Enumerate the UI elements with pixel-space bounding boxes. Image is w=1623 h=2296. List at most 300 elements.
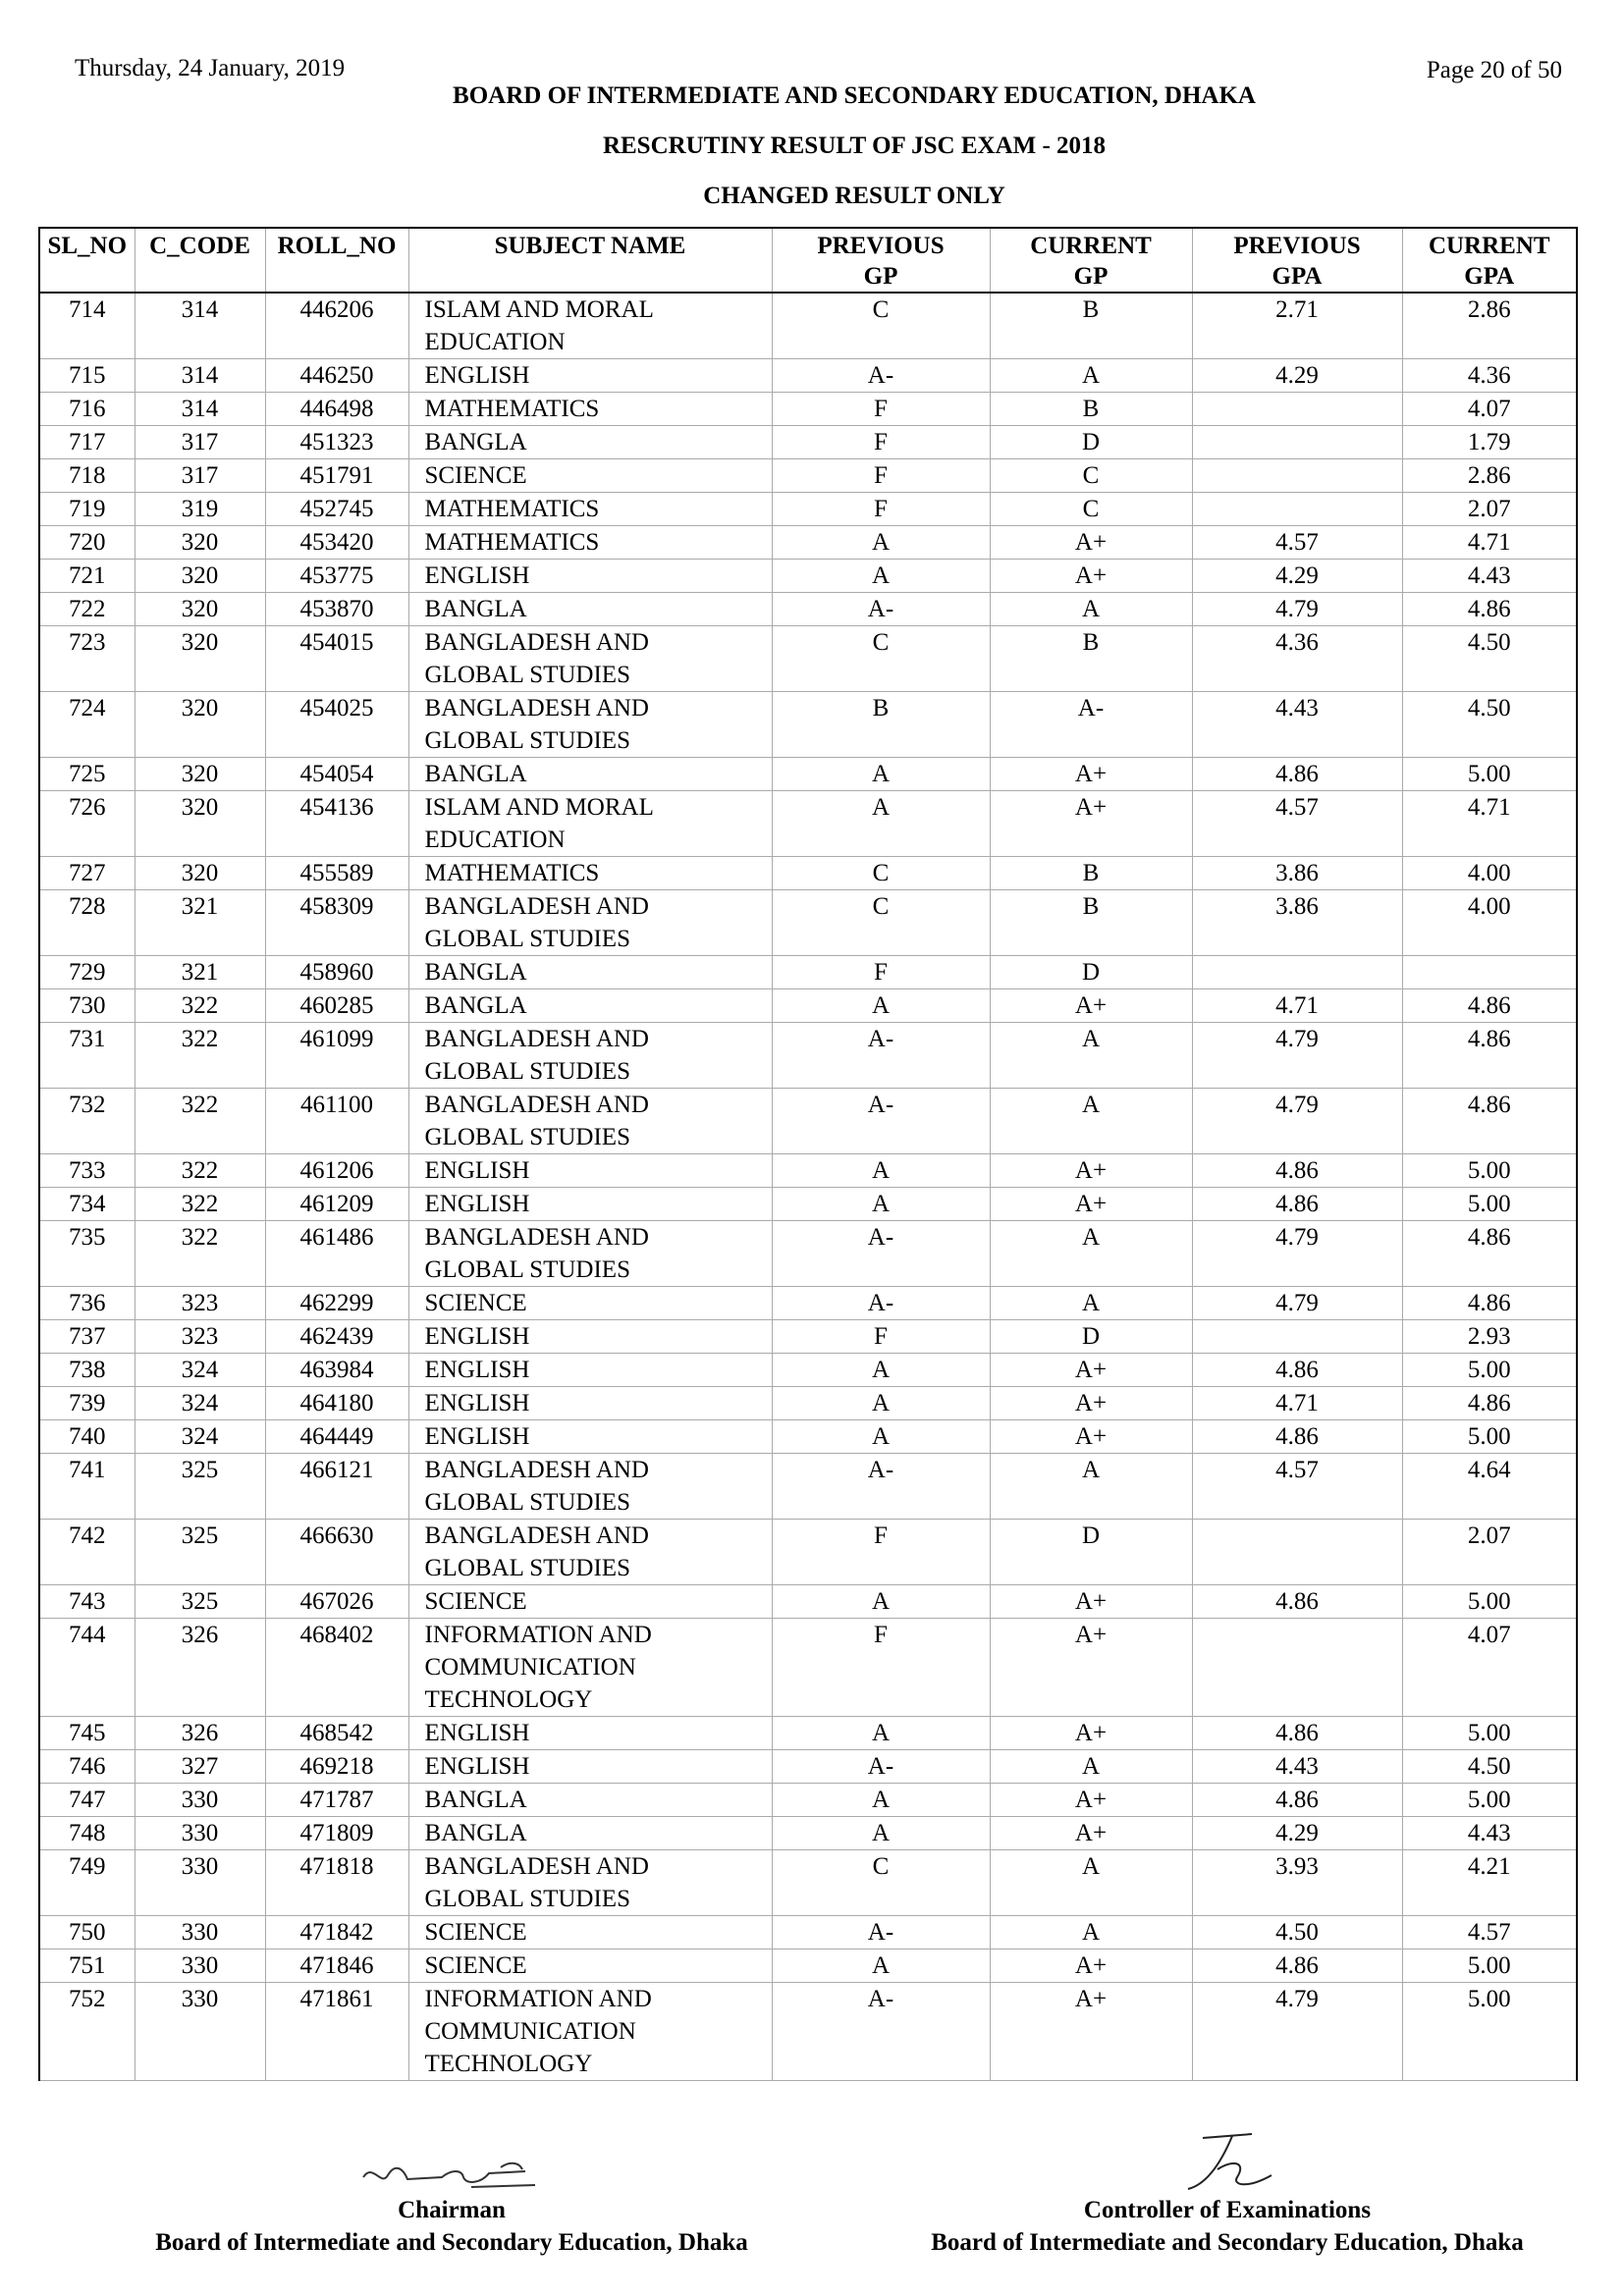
previous-gpa-cell <box>1192 426 1402 459</box>
subject-line: ENGLISH <box>424 562 530 589</box>
previous-gpa-cell: 4.71 <box>1192 989 1402 1023</box>
subject-cell <box>408 1154 772 1188</box>
previous-gp-cell: A- <box>772 1916 990 1949</box>
subject-line: GLOBAL STUDIES <box>424 1886 630 1912</box>
roll-no-cell: 454054 <box>265 758 408 791</box>
table-row <box>39 1188 1577 1221</box>
c-code-cell: 314 <box>135 359 265 393</box>
c-code-cell: 320 <box>135 560 265 593</box>
subject-line: BANGLADESH AND <box>424 1026 649 1052</box>
current-gpa-cell: 4.50 <box>1402 626 1577 692</box>
subject-cell <box>408 1023 772 1089</box>
sl-no-cell: 729 <box>39 956 135 989</box>
roll-no-cell: 464180 <box>265 1387 408 1420</box>
table-row <box>39 1023 1577 1089</box>
subject-line: MATHEMATICS <box>424 529 600 556</box>
current-gp-cell: B <box>990 890 1192 956</box>
print-date: Thursday, 24 January, 2019 <box>75 55 346 81</box>
roll-no-cell: 453870 <box>265 593 408 626</box>
current-gpa-cell: 4.57 <box>1402 1916 1577 1949</box>
sl-no-cell: 723 <box>39 626 135 692</box>
controller-org: Board of Intermediate and Secondary Education, Dhaka <box>931 2229 1524 2256</box>
page-number: Page 20 of 50 <box>1426 57 1562 83</box>
table-row <box>39 1750 1577 1784</box>
c-code-cell: 314 <box>135 393 265 426</box>
sl-no-cell: 728 <box>39 890 135 956</box>
current-gpa-cell: 4.21 <box>1402 1850 1577 1916</box>
previous-gpa-cell: 2.71 <box>1192 293 1402 359</box>
subject-line: BANGLADESH AND <box>424 1224 649 1251</box>
previous-gpa-cell: 4.86 <box>1192 1354 1402 1387</box>
current-gp-cell: A+ <box>990 1619 1192 1717</box>
table-row <box>39 393 1577 426</box>
subject-cell <box>408 1089 772 1154</box>
subject-cell <box>408 560 772 593</box>
subject-cell <box>408 1983 772 2081</box>
current-gpa-cell: 2.07 <box>1402 493 1577 526</box>
previous-gpa-cell: 4.86 <box>1192 1717 1402 1750</box>
current-gp-cell: A+ <box>990 1717 1192 1750</box>
column-header-line1: C_CODE <box>149 233 250 259</box>
subject-cell <box>408 791 772 857</box>
subject-cell <box>408 890 772 956</box>
previous-gpa-cell: 3.93 <box>1192 1850 1402 1916</box>
roll-no-cell: 454015 <box>265 626 408 692</box>
sl-no-cell: 719 <box>39 493 135 526</box>
roll-no-cell: 471818 <box>265 1850 408 1916</box>
current-gp-cell: A <box>990 1221 1192 1287</box>
sl-no-cell: 716 <box>39 393 135 426</box>
previous-gp-cell: A <box>772 560 990 593</box>
table-row <box>39 1320 1577 1354</box>
c-code-cell: 320 <box>135 692 265 758</box>
sl-no-cell: 750 <box>39 1916 135 1949</box>
subject-line: GLOBAL STUDIES <box>424 1489 630 1516</box>
roll-no-cell: 469218 <box>265 1750 408 1784</box>
current-gpa-cell: 5.00 <box>1402 758 1577 791</box>
column-header-line2: GPA <box>1464 263 1515 290</box>
sl-no-cell: 715 <box>39 359 135 393</box>
subject-cell <box>408 1420 772 1454</box>
c-code-cell: 322 <box>135 1154 265 1188</box>
table-row <box>39 1387 1577 1420</box>
current-gpa-cell: 4.86 <box>1402 593 1577 626</box>
roll-no-cell: 471842 <box>265 1916 408 1949</box>
subject-cell <box>408 493 772 526</box>
previous-gpa-cell: 4.86 <box>1192 1420 1402 1454</box>
c-code-cell: 317 <box>135 459 265 493</box>
subject-cell <box>408 526 772 560</box>
table-row <box>39 1354 1577 1387</box>
c-code-cell: 322 <box>135 1188 265 1221</box>
subject-line: GLOBAL STUDIES <box>424 1256 630 1283</box>
previous-gpa-cell: 3.86 <box>1192 890 1402 956</box>
c-code-cell: 330 <box>135 1949 265 1983</box>
subject-line: SCIENCE <box>424 462 527 489</box>
current-gpa-cell: 4.86 <box>1402 989 1577 1023</box>
sl-no-cell: 721 <box>39 560 135 593</box>
c-code-cell: 320 <box>135 626 265 692</box>
column-header-line2: GP <box>1073 263 1109 290</box>
table-row <box>39 1287 1577 1320</box>
current-gp-cell: A+ <box>990 1387 1192 1420</box>
previous-gp-cell: A- <box>772 1221 990 1287</box>
chairman-signature <box>353 2148 550 2197</box>
current-gpa-cell: 5.00 <box>1402 1188 1577 1221</box>
subject-cell <box>408 1188 772 1221</box>
subject-line: BANGLA <box>424 1820 527 1846</box>
table-row <box>39 1454 1577 1520</box>
previous-gpa-cell: 4.86 <box>1192 1585 1402 1619</box>
previous-gpa-cell: 4.86 <box>1192 1784 1402 1817</box>
subject-cell <box>408 393 772 426</box>
current-gp-cell: A <box>990 1750 1192 1784</box>
subject-cell <box>408 956 772 989</box>
previous-gp-cell: A <box>772 1354 990 1387</box>
c-code-cell: 320 <box>135 758 265 791</box>
board-title: BOARD OF INTERMEDIATE AND SECONDARY EDUCATION, DHAKA <box>453 82 1256 109</box>
c-code-cell: 330 <box>135 1784 265 1817</box>
previous-gpa-cell: 4.86 <box>1192 758 1402 791</box>
subject-line: GLOBAL STUDIES <box>424 727 630 754</box>
current-gp-cell: A- <box>990 692 1192 758</box>
previous-gpa-cell: 4.79 <box>1192 1023 1402 1089</box>
previous-gpa-cell: 4.43 <box>1192 1750 1402 1784</box>
previous-gpa-cell: 4.57 <box>1192 791 1402 857</box>
column-header <box>408 228 772 293</box>
column-header-line1: SUBJECT NAME <box>494 233 686 259</box>
subject-cell <box>408 857 772 890</box>
current-gp-cell: A+ <box>990 1188 1192 1221</box>
previous-gp-cell: F <box>772 1320 990 1354</box>
subject-cell <box>408 1520 772 1585</box>
c-code-cell: 317 <box>135 426 265 459</box>
subject-line: BANGLADESH AND <box>424 629 649 656</box>
subject-cell <box>408 1320 772 1354</box>
current-gpa-cell: 4.71 <box>1402 526 1577 560</box>
current-gpa-cell: 5.00 <box>1402 1717 1577 1750</box>
subject-line: BANGLA <box>424 992 527 1019</box>
table-row <box>39 1420 1577 1454</box>
roll-no-cell: 462299 <box>265 1287 408 1320</box>
sl-no-cell: 749 <box>39 1850 135 1916</box>
sl-no-cell: 718 <box>39 459 135 493</box>
sl-no-cell: 745 <box>39 1717 135 1750</box>
current-gpa-cell: 5.00 <box>1402 1983 1577 2081</box>
previous-gp-cell: A- <box>772 359 990 393</box>
c-code-cell: 321 <box>135 956 265 989</box>
previous-gp-cell: A- <box>772 1023 990 1089</box>
column-header-line2: GPA <box>1271 263 1323 290</box>
roll-no-cell: 461486 <box>265 1221 408 1287</box>
sl-no-cell: 734 <box>39 1188 135 1221</box>
c-code-cell: 320 <box>135 526 265 560</box>
previous-gpa-cell: 4.29 <box>1192 560 1402 593</box>
previous-gpa-cell <box>1192 1320 1402 1354</box>
roll-no-cell: 446498 <box>265 393 408 426</box>
roll-no-cell: 461099 <box>265 1023 408 1089</box>
previous-gp-cell: C <box>772 293 990 359</box>
subject-line: ENGLISH <box>424 1357 530 1383</box>
current-gpa-cell: 5.00 <box>1402 1585 1577 1619</box>
sl-no-cell: 752 <box>39 1983 135 2081</box>
current-gp-cell: B <box>990 626 1192 692</box>
current-gp-cell: A+ <box>990 758 1192 791</box>
table-row <box>39 956 1577 989</box>
column-header-line2: GP <box>863 263 898 290</box>
subject-line: ISLAM AND MORAL <box>424 296 654 323</box>
current-gpa-cell: 4.71 <box>1402 791 1577 857</box>
previous-gp-cell: A <box>772 1188 990 1221</box>
sl-no-cell: 744 <box>39 1619 135 1717</box>
previous-gpa-cell <box>1192 1619 1402 1717</box>
table-row <box>39 593 1577 626</box>
result-note: CHANGED RESULT ONLY <box>703 183 1005 209</box>
subject-cell <box>408 1750 772 1784</box>
subject-cell <box>408 1916 772 1949</box>
subject-cell <box>408 1287 772 1320</box>
sl-no-cell: 735 <box>39 1221 135 1287</box>
current-gp-cell: A <box>990 1850 1192 1916</box>
c-code-cell: 327 <box>135 1750 265 1784</box>
sl-no-cell: 733 <box>39 1154 135 1188</box>
current-gpa-cell: 5.00 <box>1402 1154 1577 1188</box>
column-header <box>135 228 265 293</box>
previous-gp-cell: A <box>772 791 990 857</box>
table-row <box>39 791 1577 857</box>
previous-gpa-cell: 4.29 <box>1192 359 1402 393</box>
current-gpa-cell <box>1402 956 1577 989</box>
roll-no-cell: 464449 <box>265 1420 408 1454</box>
roll-no-cell: 458960 <box>265 956 408 989</box>
c-code-cell: 330 <box>135 1850 265 1916</box>
previous-gpa-cell: 4.71 <box>1192 1387 1402 1420</box>
current-gpa-cell: 2.93 <box>1402 1320 1577 1354</box>
subject-line: BANGLA <box>424 596 527 622</box>
subject-line: ENGLISH <box>424 1390 530 1416</box>
current-gp-cell: C <box>990 459 1192 493</box>
column-header <box>1192 228 1402 293</box>
current-gpa-cell: 4.07 <box>1402 1619 1577 1717</box>
subject-line: BANGLADESH AND <box>424 1457 649 1483</box>
sl-no-cell: 748 <box>39 1817 135 1850</box>
subject-line: MATHEMATICS <box>424 496 600 522</box>
current-gpa-cell: 4.86 <box>1402 1089 1577 1154</box>
c-code-cell: 330 <box>135 1916 265 1949</box>
sl-no-cell: 730 <box>39 989 135 1023</box>
roll-no-cell: 451791 <box>265 459 408 493</box>
previous-gpa-cell: 4.79 <box>1192 1287 1402 1320</box>
c-code-cell: 319 <box>135 493 265 526</box>
subject-line: BANGLA <box>424 761 527 787</box>
previous-gp-cell: C <box>772 890 990 956</box>
previous-gp-cell: A <box>772 526 990 560</box>
column-header <box>990 228 1192 293</box>
table-header-row <box>39 228 1577 293</box>
c-code-cell: 320 <box>135 593 265 626</box>
table-row <box>39 890 1577 956</box>
sl-no-cell: 720 <box>39 526 135 560</box>
table-row <box>39 1784 1577 1817</box>
sl-no-cell: 742 <box>39 1520 135 1585</box>
previous-gp-cell: A <box>772 1387 990 1420</box>
previous-gp-cell: A- <box>772 1089 990 1154</box>
roll-no-cell: 458309 <box>265 890 408 956</box>
table-row <box>39 1983 1577 2081</box>
roll-no-cell: 461209 <box>265 1188 408 1221</box>
column-header <box>1402 228 1577 293</box>
roll-no-cell: 453775 <box>265 560 408 593</box>
result-table <box>38 227 1578 2081</box>
subject-line: ENGLISH <box>424 1720 530 1746</box>
sl-no-cell: 714 <box>39 293 135 359</box>
subject-line: ENGLISH <box>424 1423 530 1450</box>
previous-gp-cell: F <box>772 1619 990 1717</box>
subject-cell <box>408 1717 772 1750</box>
c-code-cell: 324 <box>135 1420 265 1454</box>
previous-gpa-cell <box>1192 956 1402 989</box>
current-gpa-cell: 5.00 <box>1402 1354 1577 1387</box>
current-gp-cell: A <box>990 1287 1192 1320</box>
sl-no-cell: 727 <box>39 857 135 890</box>
subject-cell <box>408 758 772 791</box>
controller-signature <box>1178 2130 1286 2197</box>
subject-cell <box>408 1454 772 1520</box>
subject-cell <box>408 692 772 758</box>
subject-line: EDUCATION <box>424 329 566 355</box>
subject-line: BANGLA <box>424 1787 527 1813</box>
sl-no-cell: 746 <box>39 1750 135 1784</box>
column-header <box>265 228 408 293</box>
subject-line: SCIENCE <box>424 1919 527 1946</box>
roll-no-cell: 453420 <box>265 526 408 560</box>
sl-no-cell: 751 <box>39 1949 135 1983</box>
subject-line: SCIENCE <box>424 1290 527 1316</box>
subject-line: ENGLISH <box>424 1191 530 1217</box>
table-row <box>39 359 1577 393</box>
current-gp-cell: C <box>990 493 1192 526</box>
subject-line: GLOBAL STUDIES <box>424 926 630 952</box>
table-row <box>39 1916 1577 1949</box>
sl-no-cell: 737 <box>39 1320 135 1354</box>
previous-gp-cell: F <box>772 393 990 426</box>
roll-no-cell: 461206 <box>265 1154 408 1188</box>
roll-no-cell: 454025 <box>265 692 408 758</box>
subject-cell <box>408 626 772 692</box>
previous-gp-cell: A <box>772 989 990 1023</box>
sl-no-cell: 747 <box>39 1784 135 1817</box>
previous-gpa-cell <box>1192 393 1402 426</box>
previous-gp-cell: A <box>772 758 990 791</box>
c-code-cell: 320 <box>135 791 265 857</box>
c-code-cell: 323 <box>135 1320 265 1354</box>
previous-gpa-cell: 4.36 <box>1192 626 1402 692</box>
current-gpa-cell: 4.43 <box>1402 560 1577 593</box>
previous-gpa-cell: 4.57 <box>1192 526 1402 560</box>
previous-gpa-cell: 4.29 <box>1192 1817 1402 1850</box>
subject-cell <box>408 1387 772 1420</box>
previous-gpa-cell <box>1192 493 1402 526</box>
chairman-title: Chairman <box>398 2197 506 2223</box>
roll-no-cell: 455589 <box>265 857 408 890</box>
subject-line: SCIENCE <box>424 1952 527 1979</box>
subject-line: COMMUNICATION <box>424 1654 636 1681</box>
subject-cell <box>408 359 772 393</box>
c-code-cell: 321 <box>135 890 265 956</box>
table-row <box>39 1089 1577 1154</box>
previous-gpa-cell: 4.86 <box>1192 1188 1402 1221</box>
current-gpa-cell: 4.07 <box>1402 393 1577 426</box>
subject-cell <box>408 426 772 459</box>
previous-gp-cell: A- <box>772 1983 990 2081</box>
current-gp-cell: A+ <box>990 791 1192 857</box>
previous-gp-cell: A- <box>772 1750 990 1784</box>
table-row <box>39 560 1577 593</box>
previous-gp-cell: A- <box>772 1454 990 1520</box>
previous-gp-cell: A- <box>772 1287 990 1320</box>
current-gp-cell: B <box>990 393 1192 426</box>
roll-no-cell: 446250 <box>265 359 408 393</box>
previous-gp-cell: F <box>772 493 990 526</box>
table-row <box>39 426 1577 459</box>
chairman-org: Board of Intermediate and Secondary Education, Dhaka <box>155 2229 748 2256</box>
current-gpa-cell: 4.86 <box>1402 1287 1577 1320</box>
previous-gpa-cell: 4.79 <box>1192 593 1402 626</box>
roll-no-cell: 451323 <box>265 426 408 459</box>
column-header <box>39 228 135 293</box>
c-code-cell: 326 <box>135 1619 265 1717</box>
previous-gp-cell: A <box>772 1420 990 1454</box>
c-code-cell: 330 <box>135 1983 265 2081</box>
previous-gpa-cell: 3.86 <box>1192 857 1402 890</box>
current-gpa-cell: 5.00 <box>1402 1949 1577 1983</box>
previous-gp-cell: A <box>772 1585 990 1619</box>
subject-cell <box>408 989 772 1023</box>
current-gpa-cell: 4.50 <box>1402 692 1577 758</box>
previous-gp-cell: C <box>772 626 990 692</box>
previous-gp-cell: F <box>772 956 990 989</box>
subject-line: BANGLADESH AND <box>424 1522 649 1549</box>
current-gpa-cell: 5.00 <box>1402 1420 1577 1454</box>
c-code-cell: 322 <box>135 1221 265 1287</box>
c-code-cell: 314 <box>135 293 265 359</box>
current-gpa-cell: 5.00 <box>1402 1784 1577 1817</box>
current-gp-cell: D <box>990 956 1192 989</box>
sl-no-cell: 722 <box>39 593 135 626</box>
previous-gpa-cell <box>1192 1520 1402 1585</box>
current-gp-cell: B <box>990 857 1192 890</box>
previous-gpa-cell: 4.43 <box>1192 692 1402 758</box>
current-gp-cell: D <box>990 426 1192 459</box>
current-gp-cell: A <box>990 1916 1192 1949</box>
sl-no-cell: 743 <box>39 1585 135 1619</box>
roll-no-cell: 471787 <box>265 1784 408 1817</box>
subject-line: EDUCATION <box>424 827 566 853</box>
table-row <box>39 493 1577 526</box>
subject-line: GLOBAL STUDIES <box>424 1124 630 1150</box>
subject-line: SCIENCE <box>424 1588 527 1615</box>
current-gpa-cell: 4.00 <box>1402 857 1577 890</box>
roll-no-cell: 468542 <box>265 1717 408 1750</box>
sl-no-cell: 738 <box>39 1354 135 1387</box>
subject-line: COMMUNICATION <box>424 2018 636 2045</box>
subject-line: BANGLADESH AND <box>424 1092 649 1118</box>
subject-line: BANGLA <box>424 959 527 986</box>
sl-no-cell: 726 <box>39 791 135 857</box>
c-code-cell: 322 <box>135 1089 265 1154</box>
subject-line: INFORMATION AND <box>424 1986 652 2012</box>
subject-line: TECHNOLOGY <box>424 1686 593 1713</box>
